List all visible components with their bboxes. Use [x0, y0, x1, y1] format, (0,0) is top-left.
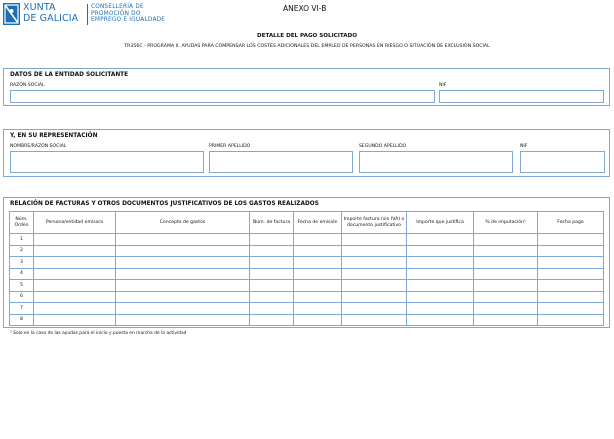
table-row: [10, 303, 604, 315]
col-header-concepto: Concepto de gastos: [116, 212, 250, 234]
document-subtitle: TR356C - PROGRAMA II. AYUDAS PARA COMPENSAR LOS COSTES ADICIONALES DEL EMPLEO DE PERSONAS EN RIESGO O SITUACIÓN DE EXCLUSIÓN SOCIAL: [124, 44, 490, 49]
nombre-label: NOMBRE/RAZÓN SOCIAL: [10, 144, 67, 149]
fecha-emision-cell[interactable]: [294, 314, 342, 326]
fecha-pago-cell[interactable]: [538, 280, 604, 292]
persona-cell[interactable]: [34, 280, 116, 292]
importe-justifica-cell[interactable]: [407, 234, 474, 246]
brand-line-2: DE GALICIA: [23, 12, 79, 24]
importe-factura-cell[interactable]: [342, 257, 407, 269]
brand-divider: [87, 4, 88, 25]
imputacion-cell[interactable]: [474, 291, 538, 303]
col-header-num-factura: Núm. de factura: [250, 212, 294, 234]
concepto-cell[interactable]: [116, 257, 250, 269]
importe-justifica-cell[interactable]: [407, 257, 474, 269]
fecha-pago-cell[interactable]: [538, 314, 604, 326]
row-number: 8: [10, 314, 34, 326]
importe-factura-cell[interactable]: [342, 234, 407, 246]
importe-justifica-cell[interactable]: [407, 314, 474, 326]
primer-apellido-input[interactable]: [209, 151, 353, 173]
col-header-imputacion: % de imputación¹: [474, 212, 538, 234]
table-row: [10, 280, 604, 292]
header-logo: [3, 2, 203, 28]
persona-cell[interactable]: [34, 303, 116, 315]
fecha-emision-cell[interactable]: [294, 268, 342, 280]
concepto-cell[interactable]: [116, 314, 250, 326]
col-header-persona: Persona/entidad emisora: [34, 212, 116, 234]
num-factura-cell[interactable]: [250, 257, 294, 269]
segundo-apellido-input[interactable]: [359, 151, 513, 173]
row-number: 4: [10, 268, 34, 280]
fecha-pago-cell[interactable]: [538, 303, 604, 315]
table-row: [10, 257, 604, 269]
dept-line-1: CONSELLERÍA DE: [91, 4, 144, 10]
primer-apellido-label: PRIMER APELLIDO: [209, 144, 251, 149]
importe-justifica-cell[interactable]: [407, 280, 474, 292]
brand-line-1: XUNTA: [23, 2, 56, 13]
dept-line-3: EMPREGO E IGUALDADE: [91, 17, 166, 24]
fecha-emision-cell[interactable]: [294, 257, 342, 269]
table-row: [10, 245, 604, 257]
entity-panel-title: DATOS DE LA ENTIDAD SOLICITANTE: [10, 72, 129, 78]
razon-social-label: RAZÓN SOCIAL: [10, 83, 45, 88]
imputacion-cell[interactable]: [474, 268, 538, 280]
importe-factura-cell[interactable]: [342, 268, 407, 280]
importe-factura-cell[interactable]: [342, 291, 407, 303]
row-number: 6: [10, 291, 34, 303]
fecha-pago-cell[interactable]: [538, 291, 604, 303]
representative-panel-title: Y, EN SU REPRESENTACIÓN: [10, 133, 98, 139]
invoices-panel-title: RELACIÓN DE FACTURAS Y OTROS DOCUMENTOS JUSTIFICATIVOS DE LOS GASTOS REALIZADOS: [10, 201, 319, 207]
concepto-cell[interactable]: [116, 280, 250, 292]
num-factura-cell[interactable]: [250, 314, 294, 326]
concepto-cell[interactable]: [116, 303, 250, 315]
row-number: 7: [10, 303, 34, 315]
num-factura-cell[interactable]: [250, 268, 294, 280]
concepto-cell[interactable]: [116, 245, 250, 257]
fecha-pago-cell[interactable]: [538, 268, 604, 280]
nombre-input[interactable]: [10, 151, 204, 173]
table-row: [10, 314, 604, 326]
persona-cell[interactable]: [34, 291, 116, 303]
importe-justifica-cell[interactable]: [407, 245, 474, 257]
row-number: 5: [10, 280, 34, 292]
concepto-cell[interactable]: [116, 268, 250, 280]
rep-nif-label: NIF: [520, 144, 528, 149]
num-factura-cell[interactable]: [250, 303, 294, 315]
rep-nif-input[interactable]: [520, 151, 605, 173]
entity-panel: [3, 68, 610, 106]
imputacion-cell[interactable]: [474, 234, 538, 246]
department-text: [91, 4, 165, 24]
dept-line-2: PROMOCIÓN DO: [91, 10, 141, 17]
brand-text: [23, 3, 78, 24]
col-header-importe-factura: Importe factura (sin IVA) o documento justificativo: [342, 212, 407, 234]
persona-cell[interactable]: [34, 234, 116, 246]
razon-social-input[interactable]: [10, 90, 435, 103]
importe-factura-cell[interactable]: [342, 245, 407, 257]
document-title: DETALLE DEL PAGO SOLICITADO: [257, 33, 357, 39]
xunta-emblem-icon: [3, 3, 20, 25]
col-header-fecha-emision: Fecha de emisión: [294, 212, 342, 234]
num-factura-cell[interactable]: [250, 245, 294, 257]
importe-factura-cell[interactable]: [342, 314, 407, 326]
invoices-table: [9, 211, 604, 326]
persona-cell[interactable]: [34, 257, 116, 269]
col-header-orden: Núm. Orden: [10, 212, 34, 234]
fecha-pago-cell[interactable]: [538, 234, 604, 246]
importe-factura-cell[interactable]: [342, 280, 407, 292]
col-header-fecha-pago: Fecha pago: [538, 212, 604, 234]
annex-label: ANEXO VI-B: [283, 4, 327, 13]
num-factura-cell[interactable]: [250, 291, 294, 303]
row-number: 2: [10, 245, 34, 257]
fecha-pago-cell[interactable]: [538, 245, 604, 257]
fecha-emision-cell[interactable]: [294, 245, 342, 257]
fecha-emision-cell[interactable]: [294, 303, 342, 315]
importe-justifica-cell[interactable]: [407, 291, 474, 303]
representative-panel: [3, 129, 610, 177]
imputacion-cell[interactable]: [474, 314, 538, 326]
num-factura-cell[interactable]: [250, 234, 294, 246]
imputacion-cell[interactable]: [474, 280, 538, 292]
segundo-apellido-label: SEGUNDO APELLIDO: [359, 144, 407, 149]
fecha-emision-cell[interactable]: [294, 280, 342, 292]
fecha-emision-cell[interactable]: [294, 234, 342, 246]
persona-cell[interactable]: [34, 268, 116, 280]
persona-cell[interactable]: [34, 314, 116, 326]
importe-justifica-cell[interactable]: [407, 303, 474, 315]
fecha-emision-cell[interactable]: [294, 291, 342, 303]
row-number: 1: [10, 234, 34, 246]
footnote: ¹ Solo en la caso de las ayudas para el inicio y puesta en marcha de la actividad: [10, 331, 187, 336]
row-number: 3: [10, 257, 34, 269]
num-factura-cell[interactable]: [250, 280, 294, 292]
table-row: [10, 291, 604, 303]
table-row: [10, 268, 604, 280]
concepto-cell[interactable]: [116, 291, 250, 303]
concepto-cell[interactable]: [116, 234, 250, 246]
entity-nif-input[interactable]: [439, 90, 604, 103]
fecha-pago-cell[interactable]: [538, 257, 604, 269]
imputacion-cell[interactable]: [474, 245, 538, 257]
table-header-row: [10, 212, 604, 234]
imputacion-cell[interactable]: [474, 303, 538, 315]
persona-cell[interactable]: [34, 245, 116, 257]
imputacion-cell[interactable]: [474, 257, 538, 269]
entity-nif-label: NIF: [439, 83, 447, 88]
importe-factura-cell[interactable]: [342, 303, 407, 315]
table-row: [10, 234, 604, 246]
col-header-importe-justifica: Importe que justifica: [407, 212, 474, 234]
importe-justifica-cell[interactable]: [407, 268, 474, 280]
